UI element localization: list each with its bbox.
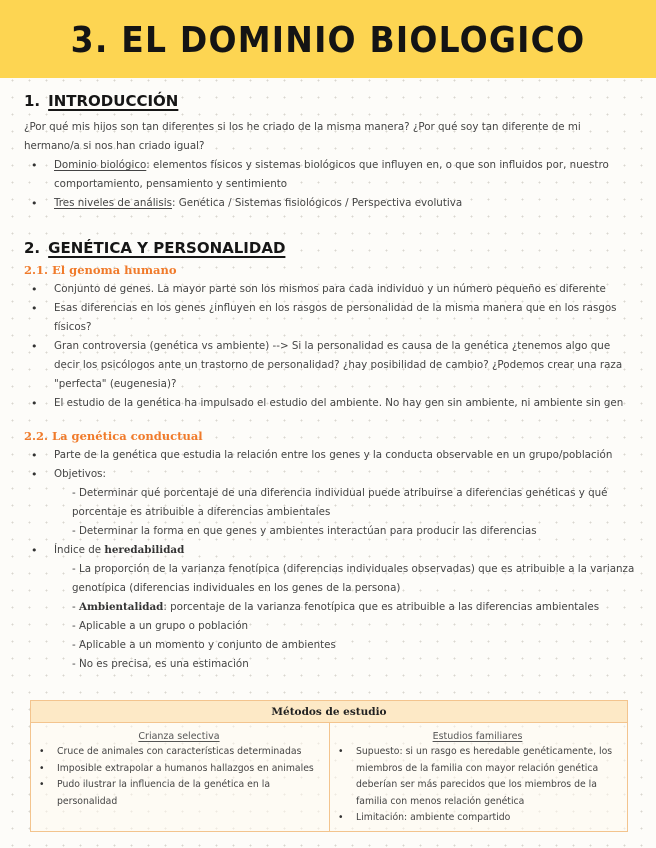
table-title: Métodos de estudio [31,701,627,723]
definition: : Genética / Sistemas fisiológicos / Perspectiva evolutiva [172,197,463,209]
section-title: GENÉTICA Y PERSONALIDAD [48,239,286,257]
term: Tres niveles de análisis [54,197,173,209]
term: Dominio biológico [54,159,147,171]
table-row [31,723,627,831]
table-list-item: • Limitación: ambiente compartido [334,810,621,827]
label: Índice de [54,544,105,556]
list-item: • Objetivos: [28,465,636,484]
table-list-item: • Pudo ilustrar la influencia de la genética en la personalidad [35,777,323,810]
section-heading-intro [24,92,636,110]
table-list-item: • Cruce de animales con características determinadas [35,744,323,761]
intro-list [28,156,636,213]
genome-list [28,280,636,413]
main-content [24,92,636,674]
list-item: • Esas diferencias en los genes ¿influyen en los rasgos de personalidad de la misma manera que en los rasgos físicos? [28,299,636,337]
section-heading-genetics [24,239,636,257]
methods-table [30,700,628,832]
definition: : porcentaje de la varianza fenotípica que es atribuible a las diferencias ambientales [163,601,600,613]
behavioral-genetics-list [28,446,636,674]
term: Ambientalidad [79,601,164,613]
sub-item [28,598,636,617]
list-item [28,194,636,213]
page-title: 3. EL DOMINIO BIOLOGICO [70,17,586,61]
sub-item: - Determinar qué porcentaje de una diferencia individual puede atribuirse a diferencias genéticas y qué porcentaje es atribuible a diferencias ambientales [72,487,608,518]
table-list-item: • Imposible extrapolar a humanos hallazgos en animales [35,761,323,778]
list-item: • Conjunto de genes. La mayor parte son los mismos para cada individuo y un número pequeño es diferente [28,280,636,299]
list-item: • El estudio de la genética ha impulsado el estudio del ambiente. No hay gen sin ambiente, ni ambiente sin gen [28,394,636,413]
sub-item: - Aplicable a un grupo o población [72,620,249,632]
section-number: 1. [24,92,41,110]
section-number: 2. [24,239,41,257]
column-header: Estudios familiares [432,731,523,742]
list-item [28,156,636,194]
sub-item: - Aplicable a un momento y conjunto de ambientes [72,639,336,651]
table-list-item: • Supuesto: si un rasgo es heredable genéticamente, los miembros de la familia con mayor relación genética deberían ser más parecidos que los miembros de la familia con menos relación genética [334,744,621,810]
subsection-title: 2.2. La genética conductual [24,429,203,443]
term: heredabilidad [104,544,185,556]
sub-item: - La proporción de la varianza fenotípica (diferencias individuales observadas) que es atribuible a la varianza genotípica (diferencias individuales en los genes de la persona) [72,563,635,594]
definition: : elementos físicos y sistemas biológicos que influyen en, o que son influidos por, nuestro comportamiento, pensamiento y sentimiento [54,159,609,190]
sub-item: - No es precisa, es una estimación [72,658,249,670]
table-column-left [31,723,329,831]
dash: - [72,601,79,613]
subsection-title: 2.1. El genoma humano [24,263,177,277]
sub-item: - Determinar la forma en que genes y ambientes interactúan para producir las diferencias [72,525,537,537]
table-column-right [329,723,627,831]
section-title: INTRODUCCIÓN [48,92,179,110]
list-item: • Gran controversia (genética vs ambiente) --> Si la personalidad es causa de la genética ¿tenemos algo que decir los psicólogos ante un trastorno de personalidad? ¿hay posibilidad de cambio? ¿Podemos crear una raza "perfecta" (eugenesia)? [28,337,636,394]
intro-paragraph: ¿Por qué mis hijos son tan diferentes si los he criado de la misma manera? ¿Por qué soy tan diferente de mi hermano/a si nos han criado igual? [24,121,581,152]
title-banner [0,0,656,78]
list-item: • Parte de la genética que estudia la relación entre los genes y la conducta observable en un grupo/población [28,446,636,465]
column-header: Crianza selectiva [138,731,220,742]
list-item [28,541,636,560]
